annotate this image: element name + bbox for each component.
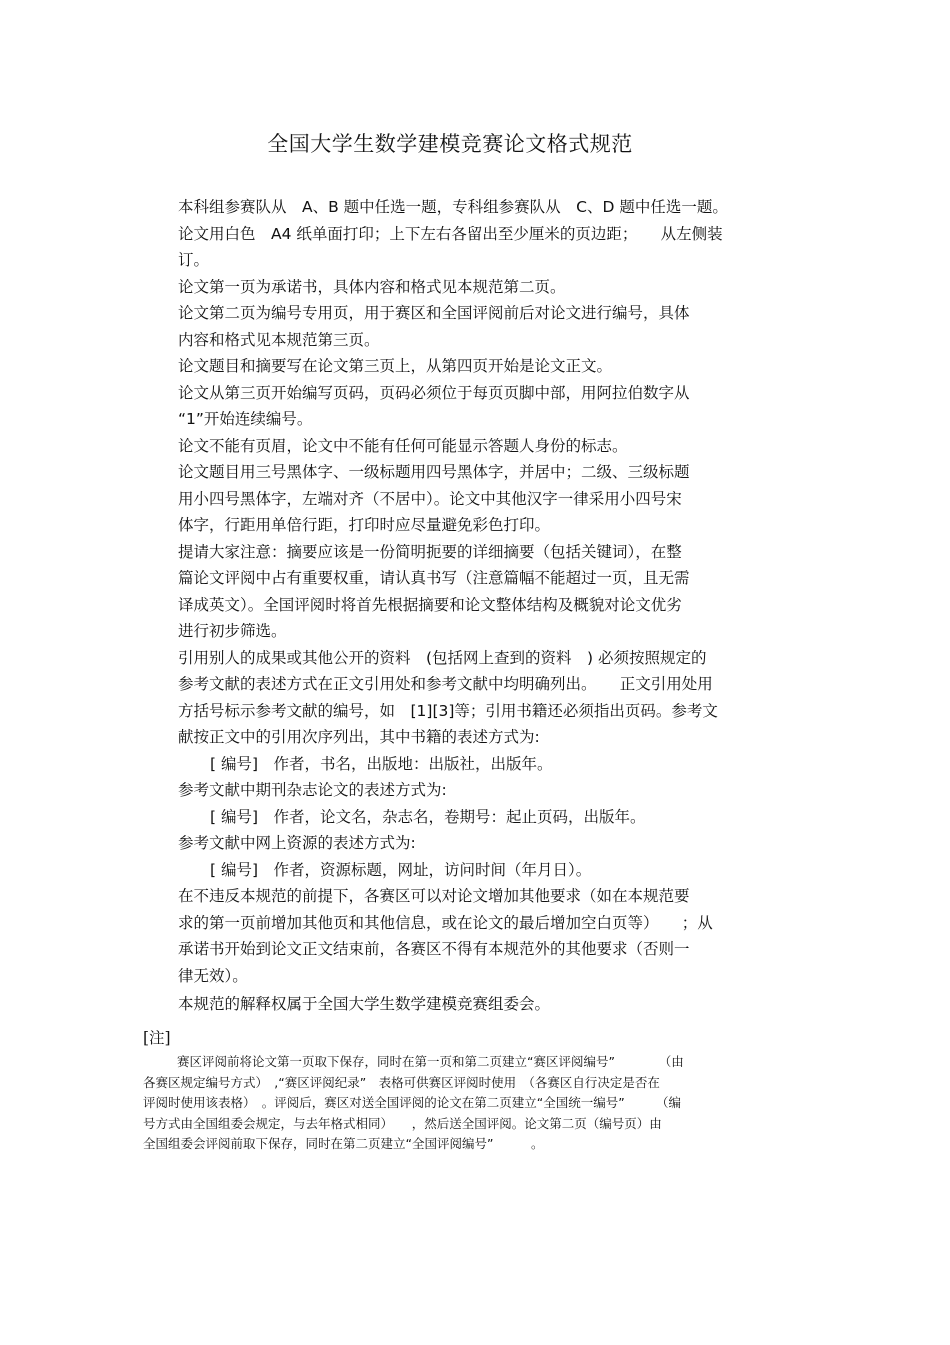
body-line: 承诺书开始到论文正文结束前，各赛区不得有本规范外的其他要求（否则一: [178, 940, 690, 958]
note-line: 赛区评阅前将论文第一页取下保存，同时在第一页和第二页建立“赛区评阅编号” （由: [177, 1054, 684, 1069]
body-line: 参考文献中期刊杂志论文的表述方式为:: [178, 781, 447, 799]
note-line: 评阅时使用该表格） 。评阅后，赛区对送全国评阅的论文在第二页建立“全国统一编号” （编: [143, 1095, 681, 1111]
reference-format-book: [ 编号] 作者，书名，出版地：出版社，出版年。: [210, 754, 553, 773]
body-line: 本科组参赛队从 A、B 题中任选一题，专科组参赛队从 C、D 题中任选一题。: [178, 198, 728, 216]
body-line: 进行初步筛选。: [178, 622, 287, 640]
body-line: 方括号标示参考文献的编号，如 [1][3]等；引用书籍还必须指出页码。参考文: [178, 701, 718, 720]
body-line: 论文题目和摘要写在论文第三页上，从第四页开始是论文正文。: [178, 357, 613, 375]
note-line: 号方式由全国组委会规定，与去年格式相同） ，然后送全国评阅。论文第二页（编号页）由: [143, 1115, 662, 1131]
body-line: 论文第一页为承诺书，具体内容和格式见本规范第二页。: [178, 277, 566, 296]
note-line: 各赛区规定编号方式） ,“赛区评阅纪录” 表格可供赛区评阅时使用 （各赛区自行决定是否在: [143, 1074, 660, 1090]
body-line: 参考文献的表述方式在正文引用处和参考文献中均明确列出。 正文引用处用: [178, 675, 713, 693]
rules-body: [178, 194, 828, 1018]
body-line: 用小四号黑体字，左端对齐（不居中）。论文中其他汉字一律采用小四号宋: [178, 489, 682, 508]
body-line: 献按正文中的引用次序列出，其中书籍的表述方式为:: [178, 728, 540, 746]
note-line: 全国组委会评阅前取下保存，同时在第二页建立“全国评阅编号” 。: [143, 1136, 544, 1152]
note-heading: [注]: [143, 1029, 171, 1047]
note-body: [143, 1052, 813, 1155]
body-line: 译成英文）。全国评阅时将首先根据摘要和论文整体结构及概貌对论文优劣: [178, 595, 682, 614]
reference-format-journal: [ 编号] 作者，论文名，杂志名，卷期号：起止页码，出版年。: [210, 807, 646, 826]
body-line: 论文用白色 A4 纸单面打印；上下左右各留出至少厘米的页边距； 从左侧装: [178, 224, 723, 243]
body-line: 篇论文评阅中占有重要权重，请认真书写（注意篇幅不能超过一页，且无需: [178, 569, 690, 587]
reference-format-web: [ 编号] 作者，资源标题，网址，访问时间（年月日）。: [210, 860, 592, 879]
body-line: 内容和格式见本规范第三页。: [178, 330, 380, 349]
body-line: 律无效）。: [178, 966, 248, 985]
body-line: 论文从第三页开始编写页码，页码必须位于每页页脚中部，用阿拉伯数字从: [178, 383, 690, 402]
body-line: 论文不能有页眉，论文中不能有任何可能显示答题人身份的标志。: [178, 436, 628, 455]
document-title: 全国大学生数学建模竞赛论文格式规范: [267, 132, 633, 156]
body-line: 论文第二页为编号专用页，用于赛区和全国评阅前后对论文进行编号，具体: [178, 304, 690, 322]
body-line: 引用别人的成果或其他公开的资料 (包括网上查到的资料 ) 必须按照规定的: [178, 648, 707, 667]
body-line: 本规范的解释权属于全国大学生数学建模竞赛组委会。: [178, 995, 551, 1013]
body-line: 论文题目用三号黑体字、一级标题用四号黑体字，并居中；二级、三级标题: [178, 463, 690, 481]
body-line: “1”开始连续编号。: [178, 410, 313, 428]
body-line: 在不违反本规范的前提下，各赛区可以对论文增加其他要求（如在本规范要: [178, 887, 690, 905]
body-line: 提请大家注意：摘要应该是一份简明扼要的详细摘要（包括关键词），在整: [178, 542, 682, 561]
body-line: 参考文献中网上资源的表述方式为:: [178, 834, 416, 852]
body-line: 体字，行距用单倍行距，打印时应尽量避免彩色打印。: [178, 516, 551, 534]
body-line: 订。: [178, 251, 210, 269]
body-line: 求的第一页前增加其他页和其他信息，或在论文的最后增加空白页等） ；从: [178, 913, 713, 932]
